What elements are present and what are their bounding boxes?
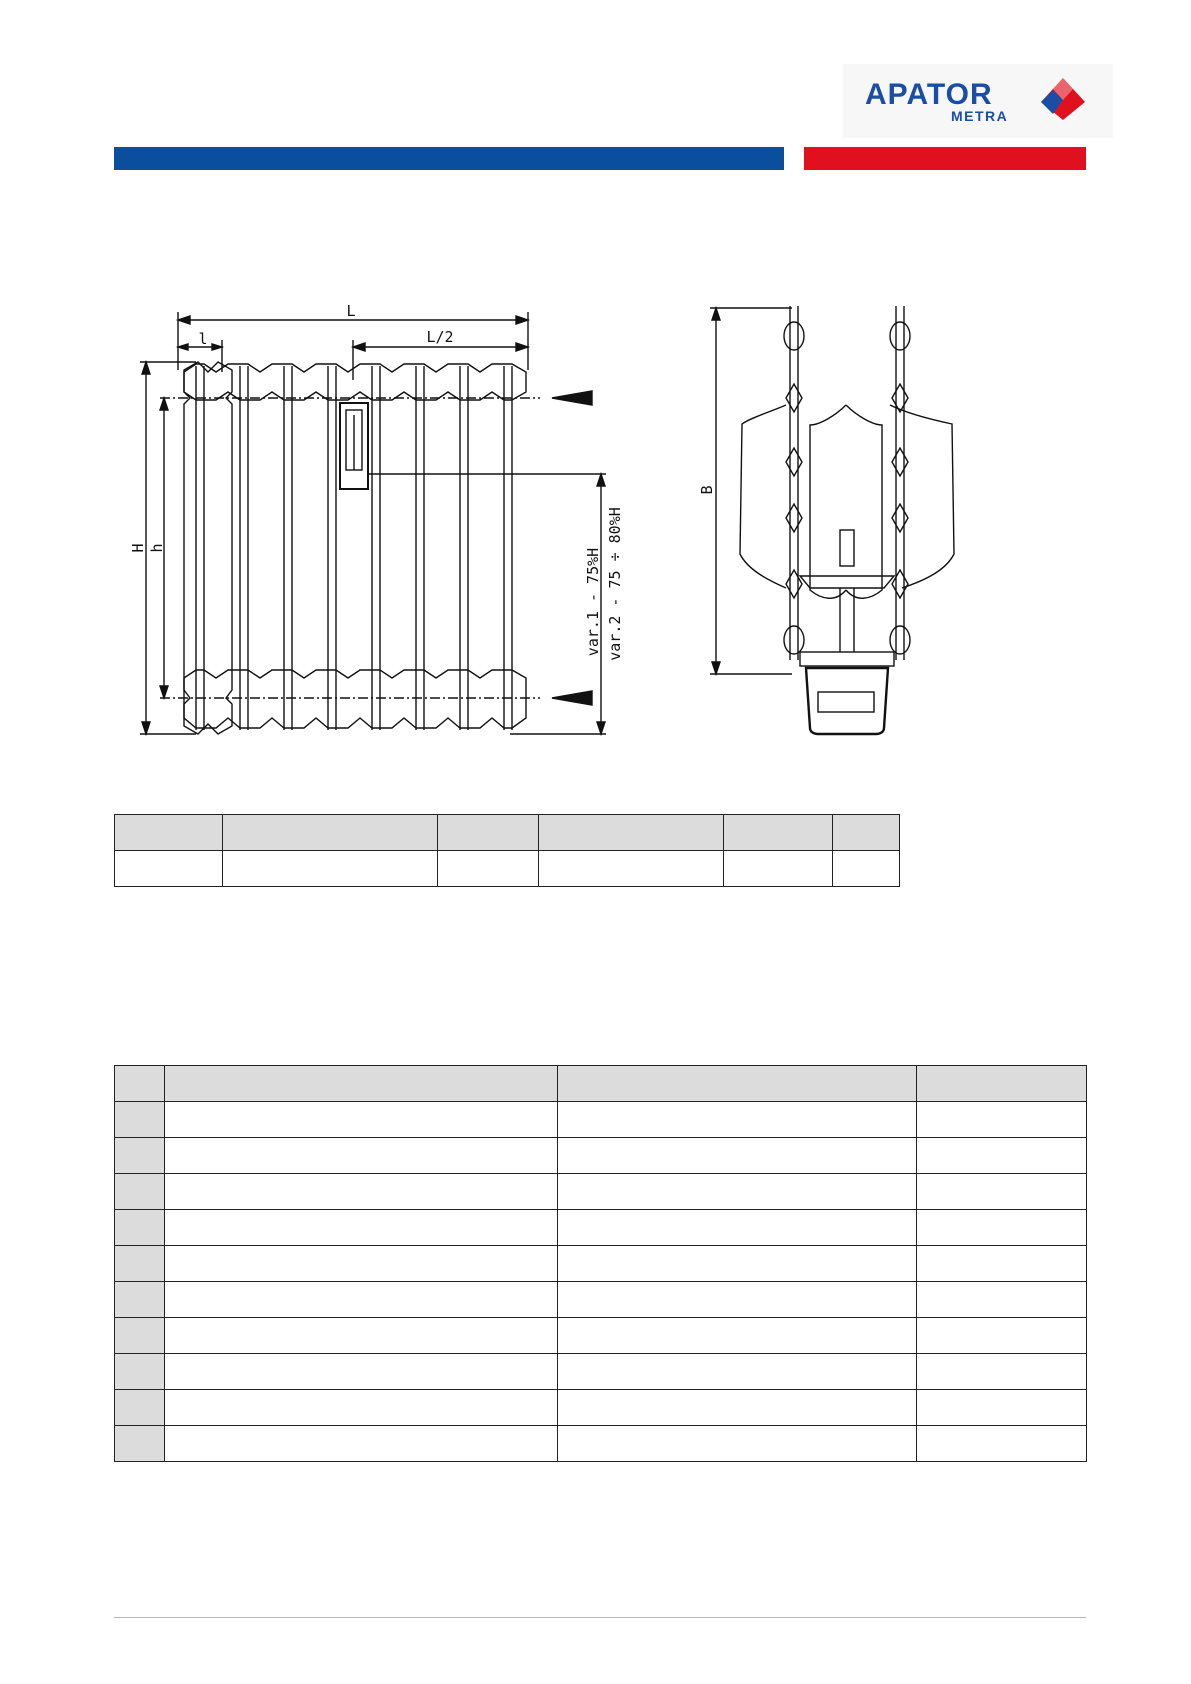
footer-divider xyxy=(114,1617,1086,1618)
label-l: l xyxy=(198,330,208,348)
table-cell xyxy=(165,1102,558,1138)
table-cell xyxy=(833,815,900,851)
technical-drawing xyxy=(0,290,1191,760)
table-row xyxy=(115,1174,1087,1210)
table-cell xyxy=(558,1354,917,1390)
label-L-half: L/2 xyxy=(426,328,454,346)
table-cell xyxy=(165,1246,558,1282)
table-cell xyxy=(539,815,724,851)
table-cell xyxy=(165,1282,558,1318)
table-cell xyxy=(558,1390,917,1426)
table-cell xyxy=(115,1102,165,1138)
table-cell xyxy=(558,1066,917,1102)
table-cell xyxy=(558,1426,917,1462)
table-cell xyxy=(115,815,223,851)
table-cell xyxy=(165,1318,558,1354)
table-cell xyxy=(223,851,438,887)
parts-header-row xyxy=(115,1066,1087,1102)
table-cell xyxy=(115,1282,165,1318)
table-row xyxy=(115,1390,1087,1426)
table-cell xyxy=(558,1210,917,1246)
table-row xyxy=(115,1318,1087,1354)
table-cell xyxy=(115,1210,165,1246)
table-cell xyxy=(223,815,438,851)
logo-sub-text: METRA xyxy=(951,108,1009,124)
table-cell xyxy=(558,1318,917,1354)
table-cell xyxy=(115,1390,165,1426)
label-B: B xyxy=(698,485,716,495)
table-cell xyxy=(115,1318,165,1354)
table-cell xyxy=(917,1426,1087,1462)
table-row xyxy=(115,1138,1087,1174)
table-cell xyxy=(165,1354,558,1390)
label-var2: var.2 - 75 ÷ 80%H xyxy=(606,507,624,661)
table-cell xyxy=(165,1174,558,1210)
dimensions-table xyxy=(114,814,900,887)
dimensions-header-row xyxy=(115,815,900,851)
table-cell xyxy=(539,851,724,887)
header-bar-blue xyxy=(114,147,784,170)
table-cell xyxy=(917,1102,1087,1138)
table-cell xyxy=(165,1066,558,1102)
table-row xyxy=(115,1282,1087,1318)
table-cell xyxy=(917,1318,1087,1354)
table-cell xyxy=(165,1138,558,1174)
parts-table xyxy=(114,1065,1087,1462)
table-row xyxy=(115,1246,1087,1282)
table-cell xyxy=(558,1174,917,1210)
table-cell xyxy=(917,1354,1087,1390)
table-row xyxy=(115,1426,1087,1462)
table-cell xyxy=(558,1102,917,1138)
table-cell xyxy=(724,851,833,887)
table-cell xyxy=(115,1426,165,1462)
table-cell xyxy=(917,1138,1087,1174)
table-cell xyxy=(558,1282,917,1318)
label-H: H xyxy=(129,543,147,553)
table-row xyxy=(115,1210,1087,1246)
header-bar-red xyxy=(804,147,1086,170)
table-cell xyxy=(917,1210,1087,1246)
table-row xyxy=(115,851,900,887)
table-cell xyxy=(438,815,539,851)
side-view-drawing xyxy=(710,306,954,734)
label-L: L xyxy=(346,302,356,320)
table-cell xyxy=(724,815,833,851)
table-cell xyxy=(115,1354,165,1390)
table-cell xyxy=(115,1174,165,1210)
table-cell xyxy=(115,1066,165,1102)
table-cell xyxy=(558,1246,917,1282)
table-cell xyxy=(115,851,223,887)
label-h: h xyxy=(148,543,166,553)
table-row xyxy=(115,1354,1087,1390)
table-cell xyxy=(917,1390,1087,1426)
radiator-sections xyxy=(184,362,232,734)
label-var1: var.1 - 75%H xyxy=(584,547,602,657)
front-view-drawing xyxy=(140,312,606,734)
table-cell xyxy=(438,851,539,887)
logo-mark-icon xyxy=(1039,76,1087,122)
table-cell xyxy=(165,1210,558,1246)
table-row xyxy=(115,1102,1087,1138)
table-cell xyxy=(917,1246,1087,1282)
table-cell xyxy=(165,1426,558,1462)
logo-brand-text: APATOR xyxy=(865,78,993,111)
table-cell xyxy=(165,1390,558,1426)
table-cell xyxy=(115,1138,165,1174)
company-logo xyxy=(843,64,1113,138)
table-cell xyxy=(917,1282,1087,1318)
table-cell xyxy=(917,1066,1087,1102)
table-cell xyxy=(833,851,900,887)
table-cell xyxy=(558,1138,917,1174)
table-cell xyxy=(115,1246,165,1282)
table-cell xyxy=(917,1174,1087,1210)
